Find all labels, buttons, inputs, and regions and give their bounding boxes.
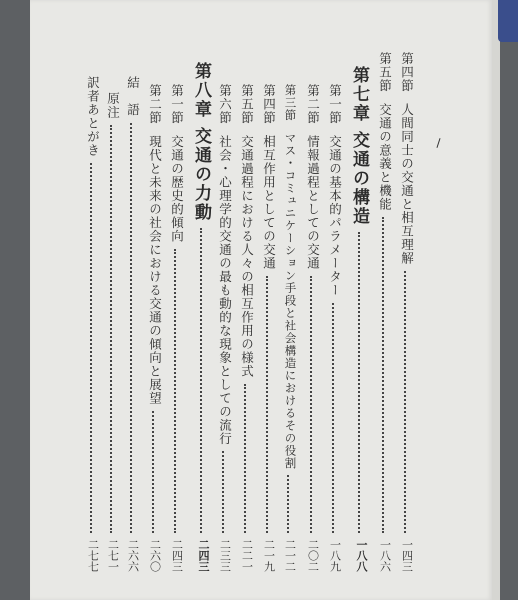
leader-dots bbox=[382, 217, 384, 534]
entry-page: 二七一 bbox=[106, 539, 120, 572]
toc-entry bbox=[126, 76, 139, 572]
chapter-label: 第七章 bbox=[349, 66, 369, 123]
entry-page: 二六六 bbox=[126, 539, 140, 572]
entry-label: 第四節 bbox=[399, 52, 415, 93]
entry-label: 第二節 bbox=[147, 84, 163, 125]
entry-title: マス・コミュニケーション手段と社会構造におけるその役割 bbox=[283, 131, 298, 469]
entry-label: 第五節 bbox=[377, 52, 393, 93]
blue-bookmark bbox=[498, 0, 518, 42]
entry-page: 一八九 bbox=[328, 539, 342, 572]
toc-entry bbox=[328, 84, 341, 572]
toc-chapter bbox=[192, 62, 209, 572]
toc-entry bbox=[262, 84, 275, 572]
leader-dots bbox=[110, 125, 112, 533]
entry-label: 第四節 bbox=[261, 84, 277, 125]
toc-chapter bbox=[350, 66, 367, 572]
entry-title: 交通の基本的パラメーター bbox=[327, 134, 343, 297]
entry-page: 二六〇 bbox=[148, 539, 162, 572]
toc-entry bbox=[400, 52, 413, 572]
toc-entry bbox=[86, 76, 99, 572]
entry-page: 二一二 bbox=[283, 539, 297, 572]
leader-dots bbox=[130, 123, 132, 534]
entry-page: 二四三 bbox=[197, 539, 210, 572]
entry-label: 第五節 bbox=[239, 84, 255, 125]
entry-title: 相互作用としての交通 bbox=[261, 134, 277, 270]
leader-dots bbox=[244, 384, 246, 534]
entry-page: 二一九 bbox=[262, 539, 276, 572]
entry-label: 結 語 bbox=[125, 76, 141, 117]
page-edge bbox=[492, 0, 500, 600]
leader-dots bbox=[90, 163, 92, 533]
toc-entry bbox=[284, 84, 296, 572]
leader-dots bbox=[174, 249, 176, 534]
entry-title: 交通過程における人々の相互作用の様式 bbox=[239, 134, 255, 378]
leader-dots bbox=[404, 271, 406, 534]
toc-entry bbox=[240, 84, 253, 572]
entry-page: 二二一 bbox=[240, 539, 254, 572]
leader-dots bbox=[266, 276, 268, 534]
entry-page: 二三三 bbox=[218, 539, 232, 572]
chapter-title: 交通の力動 bbox=[191, 127, 211, 222]
entry-label: 第二節 bbox=[305, 84, 321, 125]
toc-entry bbox=[218, 84, 231, 572]
toc-entry bbox=[306, 84, 319, 572]
leader-dots bbox=[332, 303, 334, 534]
entry-title: 現代と未来の社会における交通の傾向と展望 bbox=[147, 134, 163, 405]
leader-dots bbox=[200, 228, 202, 533]
leader-dots bbox=[152, 411, 154, 534]
toc-entry bbox=[170, 84, 183, 572]
entry-label: 訳者あとがき bbox=[85, 76, 101, 157]
leader-dots bbox=[358, 232, 360, 533]
entry-title: 人間同士の交通と相互理解 bbox=[399, 102, 415, 265]
entry-title: 交通の意義と機能 bbox=[377, 102, 393, 211]
toc-entry bbox=[378, 52, 391, 572]
leader-dots bbox=[287, 475, 289, 533]
entry-page: 一四三 bbox=[400, 539, 414, 572]
leader-dots bbox=[310, 276, 312, 534]
entry-label: 第三節 bbox=[283, 84, 298, 122]
entry-label: 原注 bbox=[105, 92, 121, 119]
entry-label: 第六節 bbox=[217, 84, 233, 125]
entry-title: 情報過程としての交通 bbox=[305, 134, 321, 270]
entry-title: 交通の歴史的傾向 bbox=[169, 134, 185, 243]
entry-label: 第一節 bbox=[327, 84, 343, 125]
entry-page: 一八八 bbox=[355, 539, 368, 572]
chapter-label: 第八章 bbox=[191, 62, 211, 119]
entry-title: 社会・心理学的交通の最も動的な現象としての流行 bbox=[217, 134, 233, 445]
entry-page: 二〇二 bbox=[306, 539, 320, 572]
leader-dots bbox=[222, 451, 224, 533]
entry-label: 第一節 bbox=[169, 84, 185, 125]
toc-entry bbox=[106, 92, 119, 572]
entry-page: 二七七 bbox=[86, 539, 100, 572]
chapter-title: 交通の構造 bbox=[349, 131, 369, 226]
entry-page: 一八六 bbox=[378, 539, 392, 572]
toc-entry bbox=[148, 84, 161, 572]
entry-page: 二四三 bbox=[170, 539, 184, 572]
